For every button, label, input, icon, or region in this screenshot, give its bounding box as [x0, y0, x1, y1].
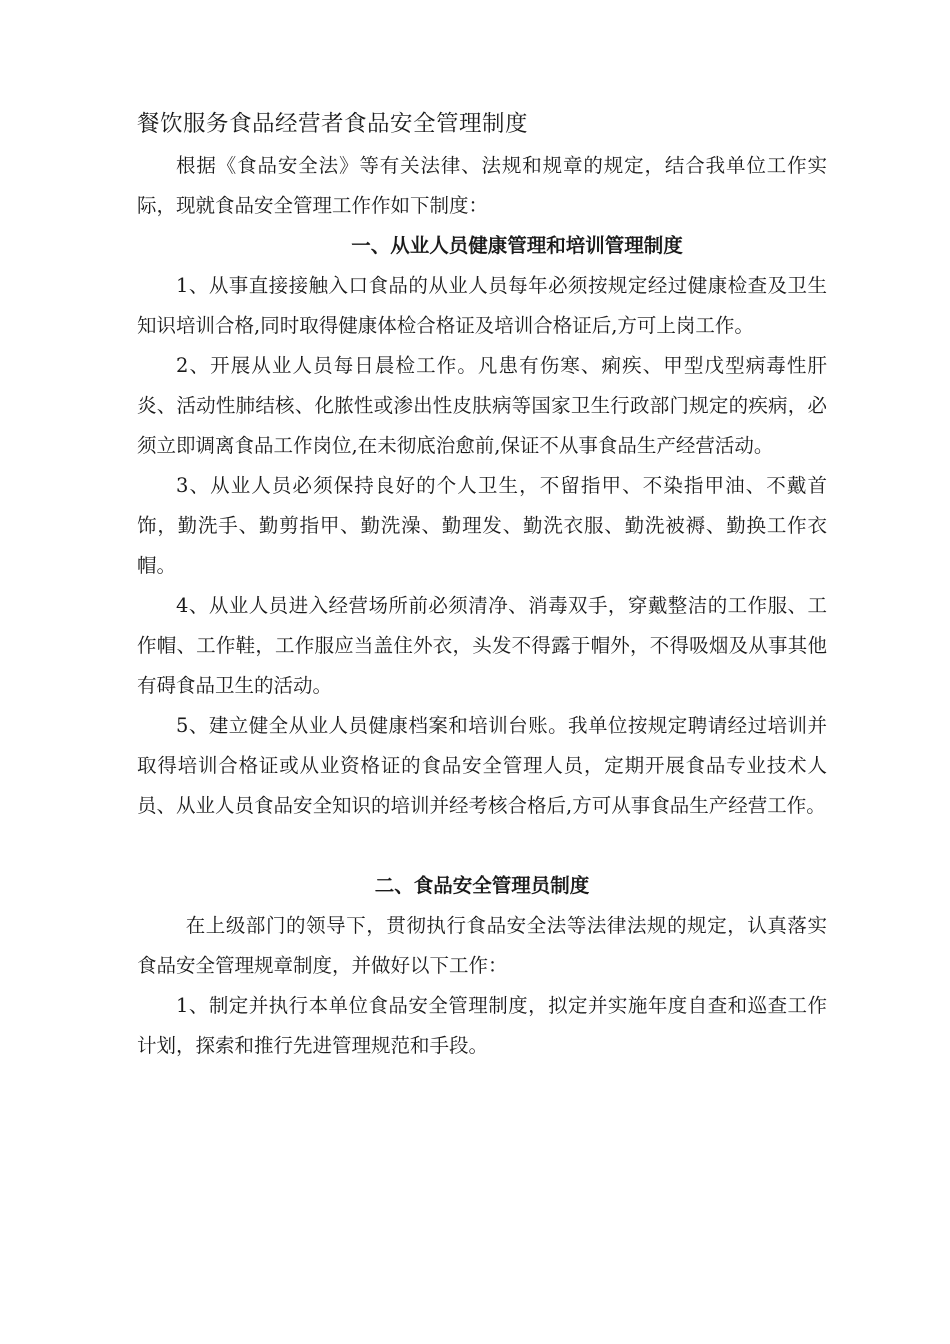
- section-1-item-1: 1、从事直接接触入口食品的从业人员每年必须按规定经过健康检查及卫生知识培训合格,同时取得健康体检合格证及培训合格证后,方可上岗工作。: [137, 274, 827, 337]
- section-1-item-3: 3、从业人员必须保持良好的个人卫生，不留指甲、不染指甲油、不戴首饰，勤洗手、勤剪指甲、勤洗澡、勤理发、勤洗衣服、勤洗被褥、勤换工作衣帽。: [137, 474, 827, 577]
- section-health-training: [137, 226, 827, 826]
- section-1-item-4: 4、从业人员进入经营场所前必须清净、消毒双手，穿戴整洁的工作服、工作帽、工作鞋，工作服应当盖住外衣，头发不得露于帽外，不得吸烟及从事其他有碍食品卫生的活动。: [137, 594, 827, 697]
- section-1-item-5: 5、建立健全从业人员健康档案和培训台账。我单位按规定聘请经过培训并取得培训合格证或从业资格证的食品安全管理人员，定期开展食品专业技术人员、从业人员食品安全知识的培训并经考核合格后,方可从事食品生产经营工作。: [137, 714, 827, 817]
- section-heading-1: 一、从业人员健康管理和培训管理制度: [351, 234, 683, 257]
- intro-paragraph: 根据《食品安全法》等有关法律、法规和规章的规定，结合我单位工作实际，现就食品安全管理工作作如下制度：: [137, 154, 827, 217]
- document-title: 餐饮服务食品经营者食品安全管理制度: [137, 111, 529, 137]
- section-2-item-1: 1、制定并执行本单位食品安全管理制度，拟定并实施年度自查和巡查工作计划，探索和推行先进管理规范和手段。: [137, 994, 827, 1057]
- document-page: [137, 104, 827, 1066]
- section-2-intro: 在上级部门的领导下，贯彻执行食品安全法等法律法规的规定，认真落实食品安全管理规章制度，并做好以下工作：: [137, 914, 827, 977]
- section-1-item-2: 2、开展从业人员每日晨检工作。凡患有伤寒、痢疾、甲型戊型病毒性肝炎、活动性肺结核、化脓性或渗出性皮肤病等国家卫生行政部门规定的疾病，必须立即调离食品工作岗位,在未彻底治愈前,保证不从事食品生产经营活动。: [137, 354, 827, 457]
- section-safety-manager: [137, 866, 827, 1066]
- section-heading-2: 二、食品安全管理员制度: [374, 874, 590, 897]
